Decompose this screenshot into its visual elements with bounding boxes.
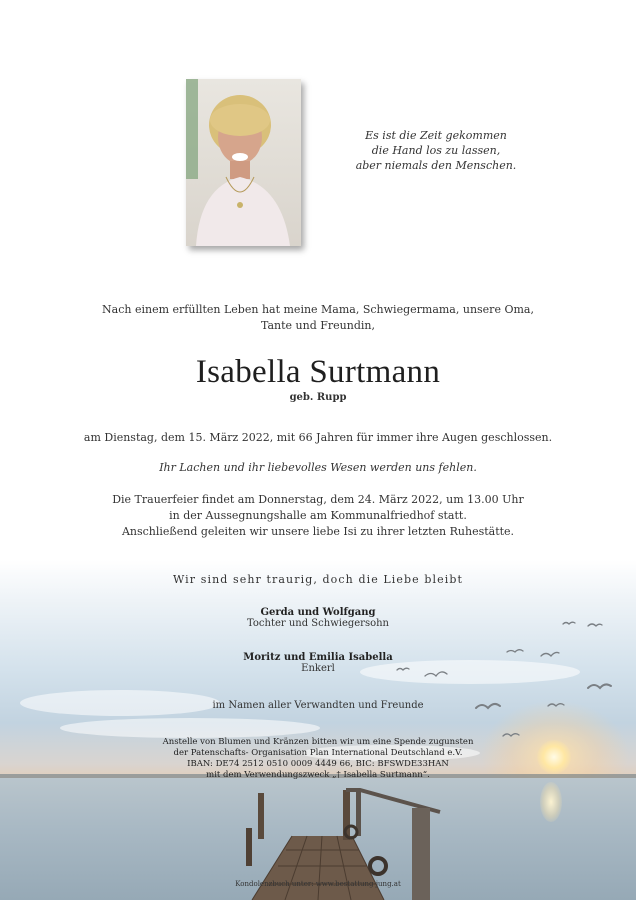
quote-line: aber niemals den Menschen. [355,159,517,172]
donation-line: IBAN: DE74 2512 0510 0009 4449 66, BIC: BFSWDE33HAN [187,759,449,769]
portrait-illustration [186,79,301,246]
intro-text [0,302,636,334]
donation-line: mit dem Verwendungszweck „† Isabella Surtmann“. [206,770,430,780]
seagull-icon [588,684,611,688]
family-names: Moritz und Emilia Isabella [243,652,393,663]
donation-line: der Patenschafts- Organisation Plan International Deutschland e.V. [173,748,463,758]
tribute-text: Ihr Lachen und ihr liebevolles Wesen werden uns fehlen. [159,461,477,474]
donation-notice [0,737,636,781]
seagull-icon [503,734,519,736]
condolence-book-link[interactable]: Kondolenzbuch unter: www.bestattung-jung.at [235,880,401,888]
family-names: Gerda und Wolfgang [260,607,376,618]
relatives-text: im Namen aller Verwandten und Freunde [212,700,424,711]
intro-line: Nach einem erfüllten Leben hat meine Mama, Schwiegermama, unsere Oma, [102,303,534,316]
family-entry [0,652,636,674]
ceremony-line: Die Trauerfeier findet am Donnerstag, dem 24. März 2022, um 13.00 Uhr [112,493,524,506]
ceremony-line: Anschließend geleiten wir unsere liebe Isi zu ihrer letzten Ruhestätte. [121,525,515,538]
ceremony-line: in der Aussegnungshalle am Kommunalfriedhof statt. [169,509,467,522]
family-relation: Enkerl [301,663,335,674]
ceremony-text [0,492,636,540]
intro-line: Tante und Freundin, [261,319,375,332]
quote-line: Es ist die Zeit gekommen [365,129,507,142]
family-relation: Tochter und Schwiegersohn [246,618,389,629]
quote [346,128,526,173]
deceased-name: Isabella Surtmann [195,354,441,390]
family-entry [0,607,636,629]
birth-name: geb. Rupp [289,392,347,403]
closing-text: Wir sind sehr traurig, doch die Liebe bleibt [172,573,464,586]
portrait-photo [186,79,301,246]
passing-text: am Dienstag, dem 15. März 2022, mit 66 Jahren für immer ihre Augen geschlossen. [83,431,553,444]
quote-line: die Hand los zu lassen, [371,144,501,157]
donation-line: Anstelle von Blumen und Kränzen bitten wir um eine Spende zugunsten [162,737,474,747]
